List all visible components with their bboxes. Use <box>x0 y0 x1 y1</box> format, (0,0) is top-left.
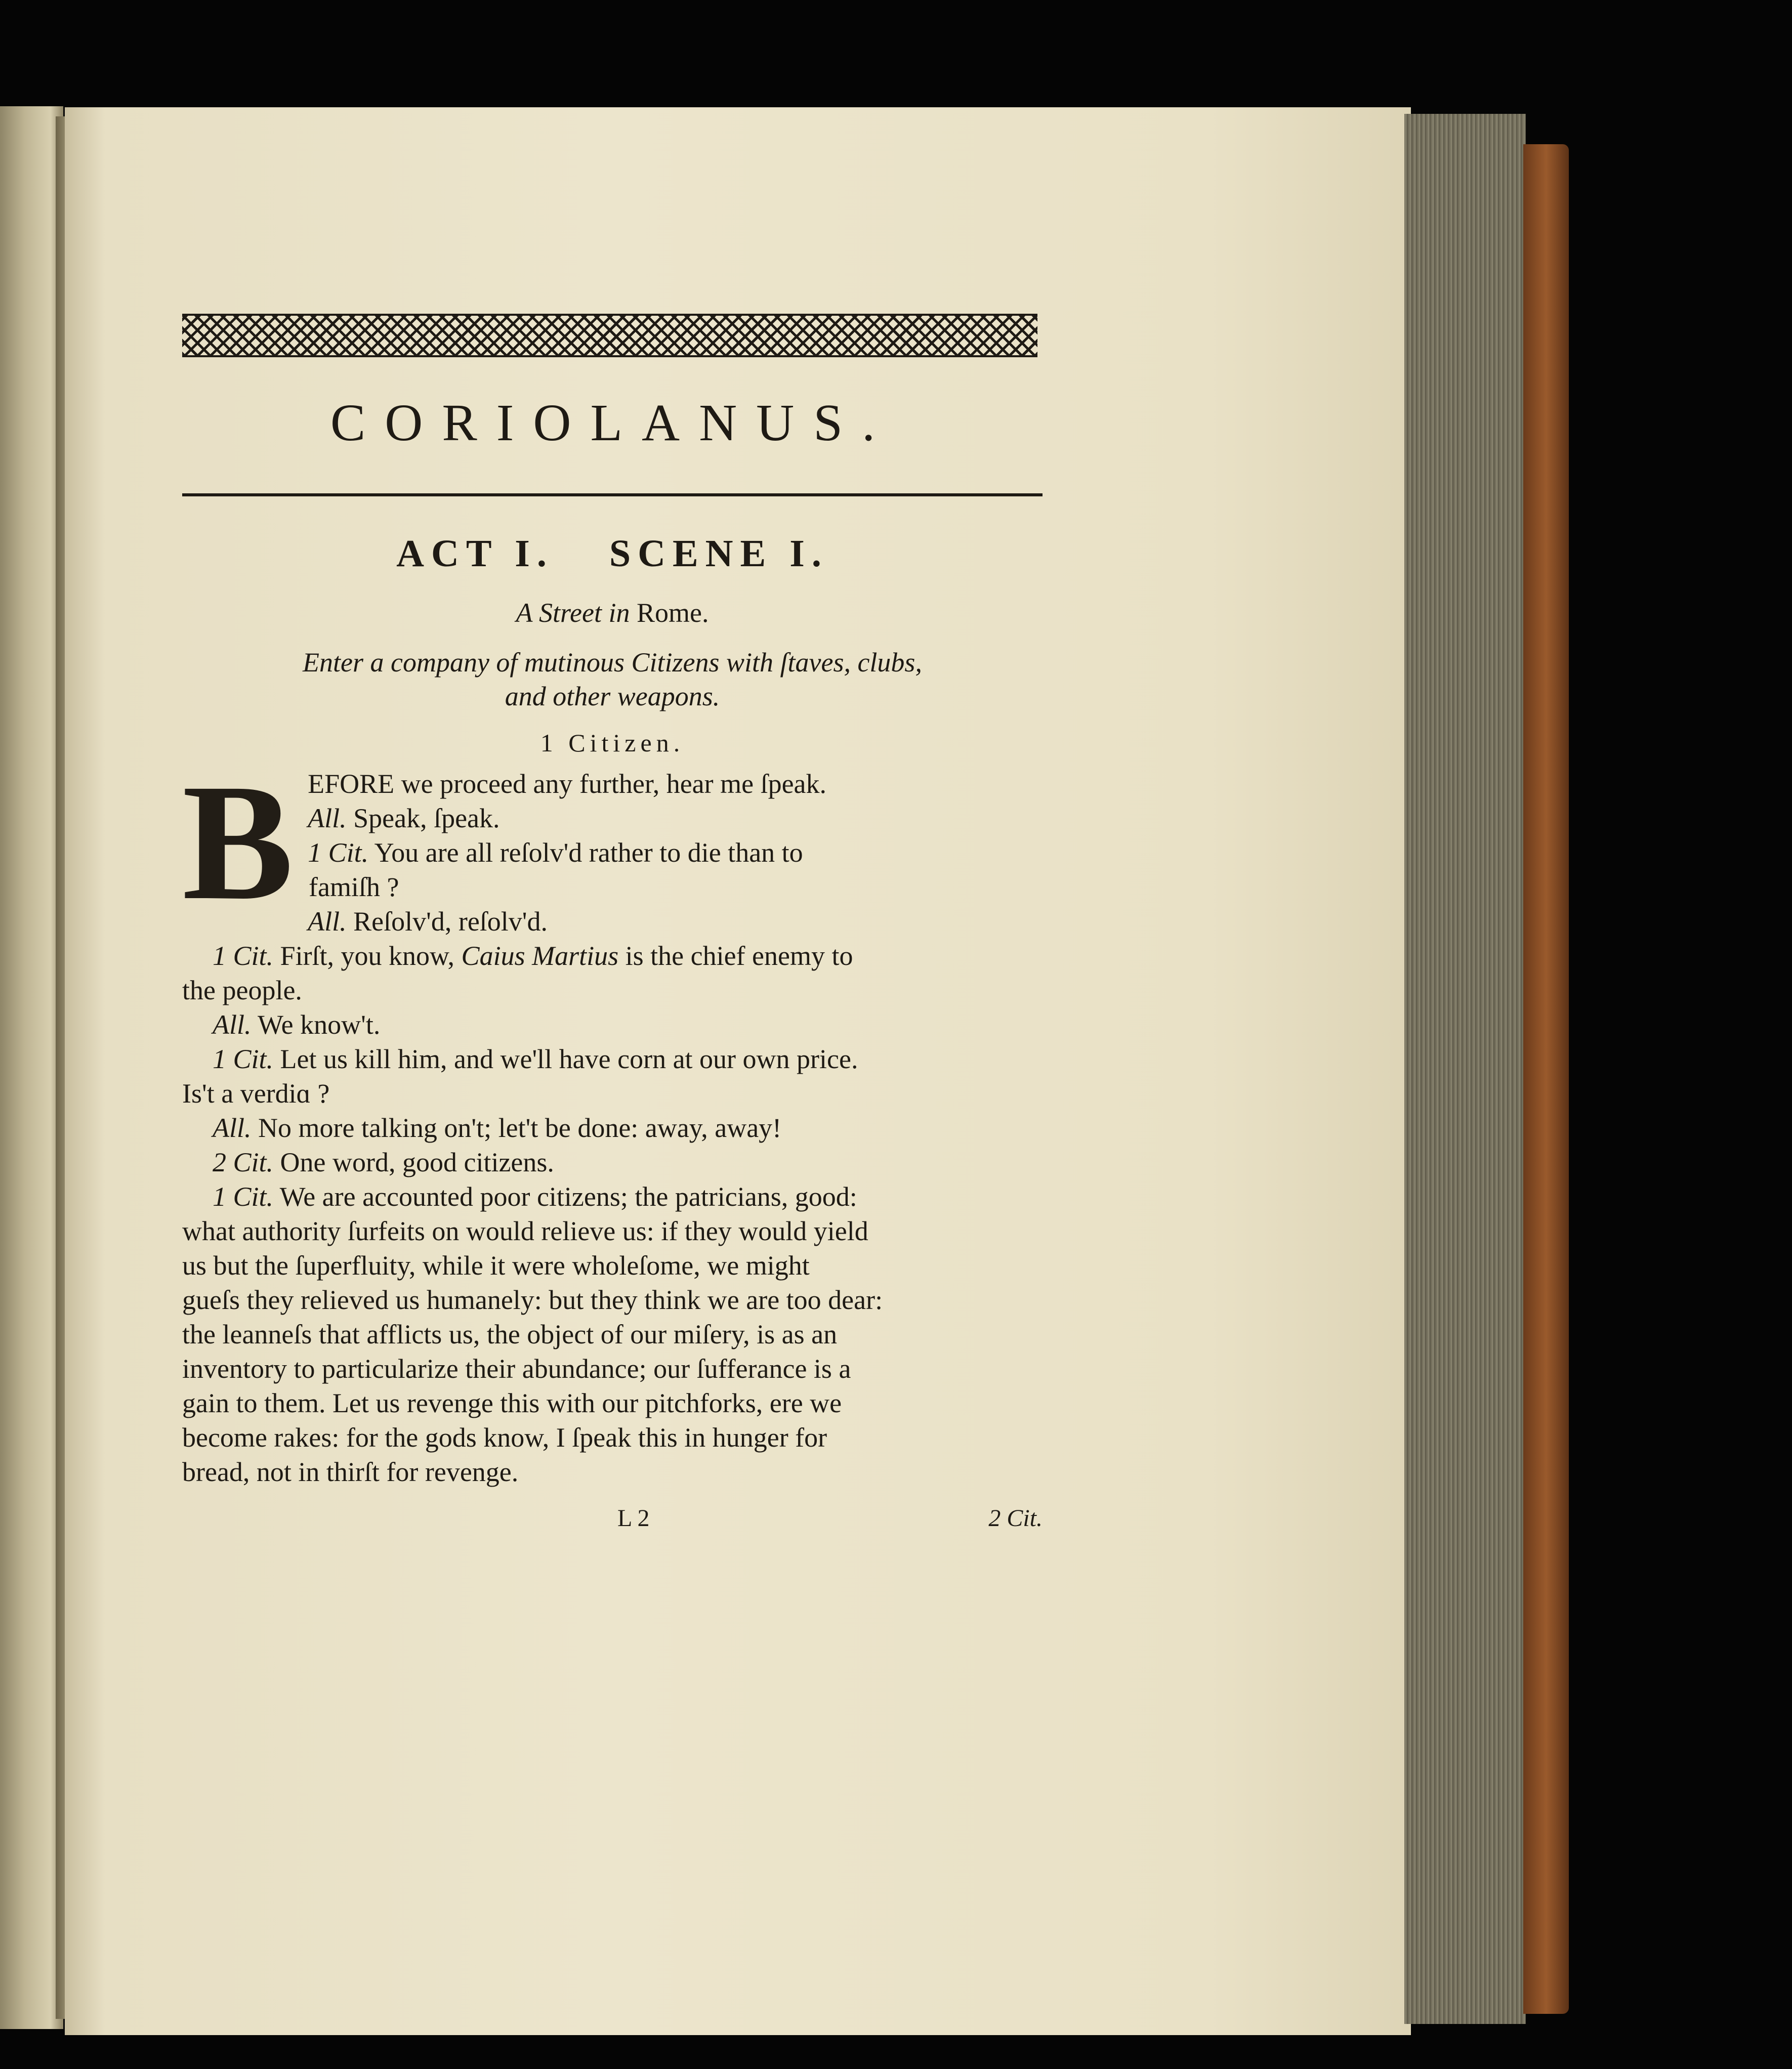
text-line: us but the ſuperfluity, while it were wholeſome, we might <box>182 1250 810 1281</box>
stage-direction <box>182 646 1043 714</box>
speech: We are accounted poor citizens; the patricians, good: <box>279 1181 857 1212</box>
drop-capital: B <box>182 749 294 935</box>
text-line: bread, not in thirſt for revenge. <box>182 1456 519 1487</box>
text-line: famiſh ? <box>309 871 399 902</box>
location-italic: A Street in <box>516 598 630 628</box>
page-footer <box>182 1504 1043 1540</box>
speech: We know't. <box>258 1009 381 1040</box>
speaker: 1 Cit. <box>213 1181 274 1212</box>
speech: is the chief enemy to <box>625 940 853 971</box>
speaker: All. <box>213 1009 252 1040</box>
text-line: become rakes: for the gods know, I ſpeak this in hunger for <box>182 1422 827 1453</box>
speech: Firſt, you know, <box>280 940 455 971</box>
text-line <box>182 1007 1043 1042</box>
text-line <box>182 1145 1043 1179</box>
stage-direction-line: and other weapons. <box>505 681 720 711</box>
speaker: 1 Cit. <box>213 940 274 971</box>
page-block-edges <box>1404 114 1526 2024</box>
character-name: Caius Martius <box>461 940 619 971</box>
text-line <box>182 801 1043 835</box>
text-line: what authority ſurfeits on would relieve us: if they would yield <box>182 1215 868 1246</box>
text-line <box>182 835 1043 870</box>
catchword: 2 Cit. <box>988 1504 1043 1532</box>
text-line: inventory to particularize their abundance; our ſufferance is a <box>182 1353 851 1384</box>
act-scene-heading <box>182 532 1043 576</box>
speech: Speak, ſpeak. <box>353 803 500 833</box>
text-line <box>182 1179 1043 1214</box>
text-line <box>182 1111 1043 1145</box>
text-line <box>182 904 1043 939</box>
speaker: All. <box>308 803 347 833</box>
speech: Let us kill him, and we'll have corn at our own price. <box>280 1043 858 1074</box>
speaker: All. <box>308 906 347 937</box>
left-page-edge <box>0 106 63 2029</box>
speaker: 2 Cit. <box>213 1147 274 1177</box>
speaker: All. <box>213 1112 252 1143</box>
speech: Reſolv'd, reſolv'd. <box>353 906 548 937</box>
play-title: CORIOLANUS. <box>330 394 895 452</box>
text-line <box>182 939 1043 973</box>
headpiece-ornament <box>182 314 1037 357</box>
dialogue-text <box>182 749 1043 1489</box>
speaker: 1 Cit. <box>213 1043 274 1074</box>
speech: You are all reſolv'd rather to die than to <box>374 837 803 868</box>
speech: No more talking on't; let't be done: away, away! <box>258 1112 782 1143</box>
act-label: ACT I. <box>396 532 554 575</box>
page-content <box>182 314 1043 1540</box>
location-roman: Rome. <box>636 598 709 628</box>
text-line: gain to them. Let us revenge this with our pitchforks, ere we <box>182 1387 842 1418</box>
text-line: EFORE we proceed any further, hear me ſpeak. <box>308 768 827 799</box>
speaker-heading: 1 Citizen. <box>540 728 685 757</box>
signature-mark: L 2 <box>617 1504 650 1532</box>
book-cover-edge <box>1523 144 1569 2014</box>
text-line: Is't a verdiɑ ? <box>182 1078 330 1109</box>
scene-location <box>182 596 1043 630</box>
stage-direction-line: Enter a company of mutinous Citizens with ſtaves, clubs, <box>303 647 922 678</box>
scene-label: SCENE I. <box>609 532 828 575</box>
speaker: 1 Cit. <box>308 837 369 868</box>
speech: One word, good citizens. <box>280 1147 554 1177</box>
text-line: gueſs they relieved us humanely: but they think we are too dear: <box>182 1284 883 1315</box>
title-rule <box>182 493 1043 496</box>
text-line <box>182 1042 1043 1076</box>
text-line: the leanneſs that afflicts us, the object of our miſery, is as an <box>182 1319 838 1349</box>
text-line: the people. <box>182 975 302 1005</box>
